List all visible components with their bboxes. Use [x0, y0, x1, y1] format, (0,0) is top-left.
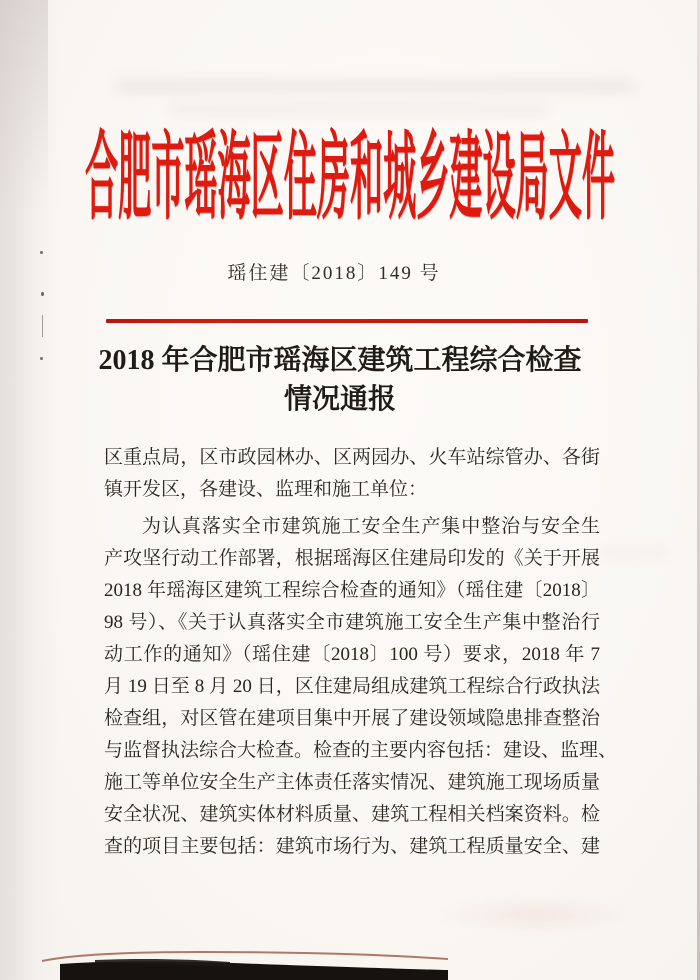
document-title-line2: 情况通报 [283, 384, 396, 415]
body-line: 98 号）、《关于认真落实全市建筑施工安全生产集中整治行 [104, 612, 600, 633]
scan-smudge-artifact [430, 895, 640, 935]
ink-bleedthrough-artifact [598, 548, 668, 558]
ink-bleedthrough-artifact [170, 104, 550, 115]
body-line: 区重点局，区市政园林办、区两园办、火车站综管办、各街 [104, 447, 600, 468]
binding-dot [40, 251, 43, 254]
body-line: 为认真落实全市建筑施工安全生产集中整治与安全生 [142, 516, 600, 537]
binding-scratch-mark [42, 315, 43, 337]
letterhead-agency-title: 合肥市瑶海区住房和城乡建设局文件 [85, 124, 615, 231]
body-line: 安全状况、建筑实体材料质量、建筑工程相关档案资料。检 [104, 804, 600, 825]
document-title-line1: 2018 年合肥市瑶海区建筑工程综合检查 [98, 345, 582, 376]
binding-dot [41, 292, 44, 296]
body-line: 镇开发区，各建设、监理和施工单位： [104, 479, 428, 500]
body-line: 施工等单位安全生产主体责任落实情况、建筑施工现场质量 [104, 772, 600, 793]
document-body [104, 442, 618, 863]
page-bottom-edge-shadow [0, 935, 700, 980]
binding-dot [40, 357, 43, 360]
page-left-top-shadow [0, 0, 48, 260]
body-line: 月 19 日至 8 月 20 日，区住建局组成建筑工程综合行政执法 [104, 676, 600, 697]
document-title [60, 341, 620, 419]
body-line: 检查组，对区管在建项目集中开展了建设领域隐患排查整治 [104, 708, 600, 729]
document-reference-number: 瑶住建〔2018〕149 号 [227, 263, 441, 284]
body-line: 与监督执法综合大检查。检查的主要内容包括：建设、监理、 [104, 740, 618, 761]
body-line: 产攻坚行动工作部署，根据瑶海区住建局印发的《关于开展 [104, 548, 600, 569]
ink-bleedthrough-artifact [115, 80, 635, 93]
body-line: 动工作的通知》（瑶住建〔2018〕100 号）要求，2018 年 7 [104, 644, 600, 665]
body-line: 查的项目主要包括：建筑市场行为、建筑工程质量安全、建 [104, 836, 600, 857]
body-line: 2018 年瑶海区建筑工程综合检查的通知》（瑶住建〔2018〕 [104, 580, 600, 601]
red-separator-rule [106, 319, 588, 323]
